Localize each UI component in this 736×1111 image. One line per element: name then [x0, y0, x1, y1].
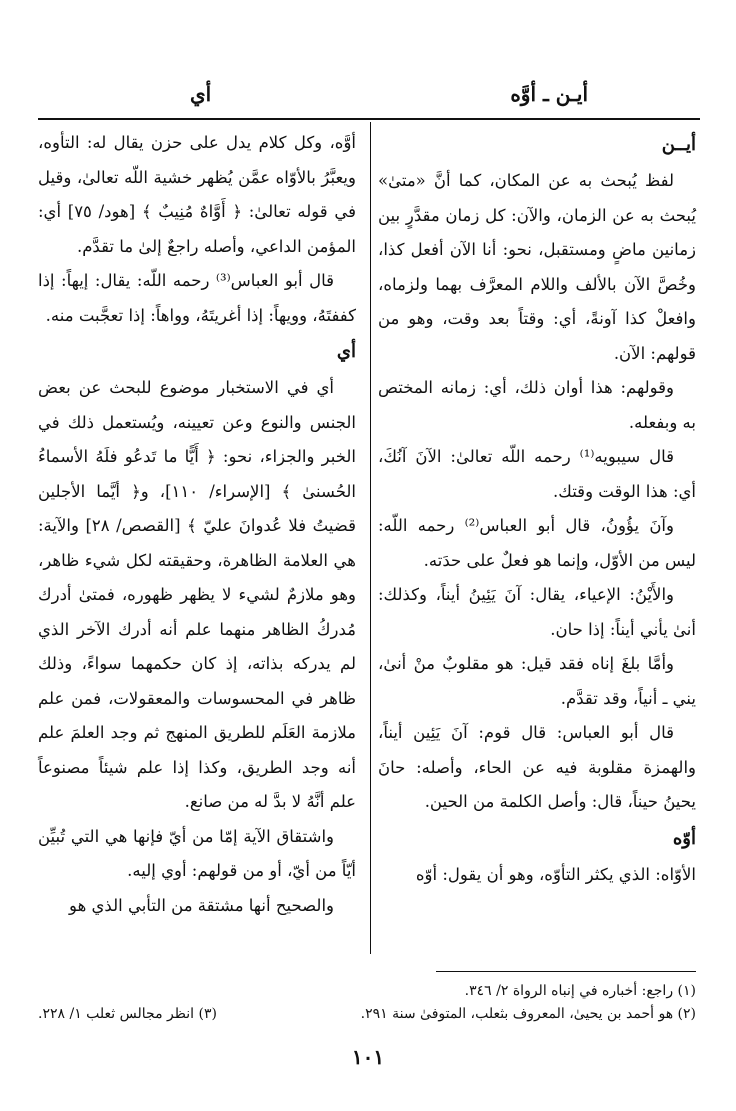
footnote-1: (١) راجع: أخباره في إنباه الرواة ٢/ ٣٤٦.	[464, 983, 696, 999]
entry-paragraph: وأمَّا بلغَ إناه فقد قيل: هو مقلوبٌ منْ أنىٰ، يني ـ أنياً، وقد تقدَّم.	[378, 654, 696, 708]
entry-paragraph: قال سيبويه⁽¹⁾ رحمه اللّه تعالىٰ: الآنَ آنُكَ، أي: هذا الوقت وقتك.	[378, 447, 696, 501]
entry-paragraph: وقولهم: هذا أوان ذلك، أي: زمانه المختص به وبفعله.	[378, 378, 696, 432]
footnote-rule	[436, 971, 696, 972]
header-rule	[38, 118, 700, 120]
footnote-3: (٣) انظر مجالس ثعلب ١/ ٢٢٨.	[38, 1006, 217, 1022]
entry-paragraph: وآنَ يؤُونُ، قال أبو العباس⁽²⁾ رحمه اللّه: ليس من الأوّل، وإنما هو فعلٌ على حدَته.	[378, 516, 696, 570]
footnote-2: (٢) هو أحمد بن يحيىٰ، المعروف بثعلب، المتوفىٰ سنة ٢٩١.	[360, 1006, 696, 1022]
entry-headword: أي	[336, 341, 356, 362]
entry-paragraph: الأوّاه: الذي يكثر التأوّه، وهو أن يقول: أوّه	[415, 864, 696, 884]
running-header-left: أي	[190, 82, 212, 106]
entry-headword: أيــن	[661, 134, 696, 155]
entry-paragraph: أي في الاستخبار موضوع للبحث عن بعض الجنس والنوع وعن تعيينه، ويُستعمل ذلك في الخبر والجزاء، نحو: ﴿ أَيًّا ما تَدعُو فلَهُ الأسماءُ الحُسنىٰ ﴾ [الإسراء/ ١١٠]، و﴿ أيَّما الأجلين قضيتُ فلا عُدوانَ عليّ ﴾ [القصص/ ٢٨] والآية: هي العلامة الظاهرة، وحقيقته لكل شيء ظاهر، وهو ملازمٌ لشيء لا يظهر ظهوره، فمتىٰ أدرك مُدركُ الظاهر منهما علم أنه أدرك الآخر الذي لم يدركه بذاته، إذ كان حكمهما سواءً، وذلك ظاهر في المحسوسات والمعقولات، فمن علم ملازمة العَلَم للطريق المنهج ثم وجد العلمَ علم أنه وجد الطريق، وكذا إذا علم شيئاً مصنوعاً علم أنَّهُ لا بدَّ له من صانع.	[38, 378, 356, 811]
entry-paragraph: والصحيح أنها مشتقة من التأبي الذي هو	[69, 895, 334, 915]
entry-paragraph: والأَيْنُ: الإعياء، يقال: آنَ يَئِينُ أيناً، وكذلك: أنىٰ يأني أيناً: إذا حان.	[378, 585, 696, 639]
column-divider	[370, 122, 371, 954]
right-column	[378, 126, 696, 892]
entry-paragraph: قال أبو العباس: قال قوم: آنَ يَئِين أيناً، والهمزة مقلوبة فيه عن الحاء، وأصله: حانَ يحينُ حيناً، قال: وأصل الكلمة من الحين.	[378, 723, 696, 811]
entry-headword: أوّه	[672, 827, 696, 849]
entry-paragraph: أوَّه، وكل كلام يدل على حزن يقال له: التأوه، ويعبَّرُ بالأوّاه عمَّن يُظهر خشية اللّه تعالىٰ، وقيل في قوله تعالىٰ: ﴿ أَوَّاهٌ مُنِيبٌ ﴾ [هود/ ٧٥] أي: المؤمن الداعي، وأصله راجعٌ إلىٰ ما تقدَّم.	[38, 133, 356, 256]
entry-paragraph: قال أبو العباس⁽³⁾ رحمه اللّه: يقال: إيهاً: إذا كففتَهُ، وويهاً: إذا أغريتَهُ، وواهاً: إذا تعجَّبت منه.	[38, 271, 356, 325]
entry-paragraph: واشتقاق الآية إمّا من أيّ فإنها هي التي تُبيِّن أيّاً من أيّ، أو من قولهم: أوي إليه.	[38, 826, 356, 880]
running-header-right: أيـن ـ أوَّه	[510, 82, 588, 106]
left-column	[38, 126, 356, 923]
page-number: ١٠١	[351, 1045, 385, 1069]
entry-paragraph: لفظ يُبحث به عن المكان، كما أنَّ «متىٰ» يُبحث به عن الزمان، والآن: كل زمان مقدَّرٍ بين زمانين ماضٍ ومستقبل، نحو: أنا الآن أفعل كذا، وخُصَّ الآن بالألف واللام المعرَّف بهما ولزماه، وافعلْ كذا آونةً، أي: وقتاً بعد وقت، وهو من قولهم: الآن.	[378, 171, 696, 363]
